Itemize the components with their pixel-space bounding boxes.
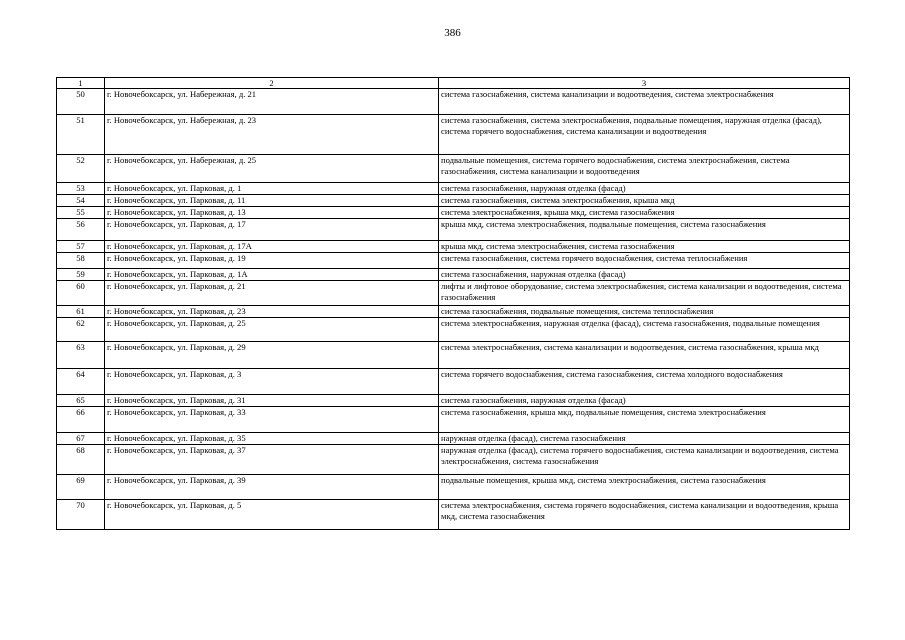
row-address: г. Новочебоксарск, ул. Парковая, д. 3	[105, 369, 439, 395]
table-row	[57, 195, 850, 207]
row-number: 62	[57, 318, 105, 342]
row-number: 54	[57, 195, 105, 207]
row-number: 52	[57, 155, 105, 183]
row-address: г. Новочебоксарск, ул. Набережная, д. 21	[105, 89, 439, 115]
row-address: г. Новочебоксарск, ул. Парковая, д. 17	[105, 219, 439, 241]
row-number: 60	[57, 281, 105, 306]
row-number: 61	[57, 306, 105, 318]
row-number: 64	[57, 369, 105, 395]
table-row	[57, 89, 850, 115]
row-number: 69	[57, 475, 105, 500]
row-systems: крыша мкд, система электроснабжения, система газоснабжения	[439, 241, 850, 253]
row-systems: наружная отделка (фасад), система газоснабжения	[439, 433, 850, 445]
row-number: 57	[57, 241, 105, 253]
row-systems: система газоснабжения, наружная отделка (фасад)	[439, 395, 850, 407]
header-col-1: 1	[57, 78, 105, 89]
table-row	[57, 433, 850, 445]
row-systems: система газоснабжения, наружная отделка (фасад)	[439, 183, 850, 195]
row-number: 51	[57, 115, 105, 155]
row-number: 65	[57, 395, 105, 407]
table-row	[57, 445, 850, 475]
row-number: 66	[57, 407, 105, 433]
row-systems: система газоснабжения, наружная отделка (фасад)	[439, 269, 850, 281]
header-col-3: 3	[439, 78, 850, 89]
row-address: г. Новочебоксарск, ул. Парковая, д. 31	[105, 395, 439, 407]
row-number: 68	[57, 445, 105, 475]
table-row	[57, 281, 850, 306]
table-row	[57, 269, 850, 281]
table-row	[57, 241, 850, 253]
row-number: 70	[57, 500, 105, 530]
table-row	[57, 183, 850, 195]
row-systems: система электроснабжения, система канализации и водоотведения, система газоснабжения, крыша мкд	[439, 342, 850, 369]
table-row	[57, 219, 850, 241]
row-address: г. Новочебоксарск, ул. Парковая, д. 11	[105, 195, 439, 207]
row-systems: система газоснабжения, система электроснабжения, крыша мкд	[439, 195, 850, 207]
row-systems: система газоснабжения, система канализации и водоотведения, система электроснабжения	[439, 89, 850, 115]
row-address: г. Новочебоксарск, ул. Парковая, д. 33	[105, 407, 439, 433]
table-row	[57, 318, 850, 342]
row-address: г. Новочебоксарск, ул. Парковая, д. 17А	[105, 241, 439, 253]
table-row	[57, 253, 850, 269]
row-address: г. Новочебоксарск, ул. Парковая, д. 23	[105, 306, 439, 318]
row-systems: система газоснабжения, система горячего водоснабжения, система теплоснабжения	[439, 253, 850, 269]
header-col-2: 2	[105, 78, 439, 89]
table-row	[57, 407, 850, 433]
table-row	[57, 115, 850, 155]
row-address: г. Новочебоксарск, ул. Парковая, д. 37	[105, 445, 439, 475]
table-row	[57, 207, 850, 219]
row-address: г. Новочебоксарск, ул. Парковая, д. 5	[105, 500, 439, 530]
row-systems: крыша мкд, система электроснабжения, подвальные помещения, система газоснабжения	[439, 219, 850, 241]
row-address: г. Новочебоксарск, ул. Парковая, д. 25	[105, 318, 439, 342]
row-address: г. Новочебоксарск, ул. Парковая, д. 29	[105, 342, 439, 369]
row-address: г. Новочебоксарск, ул. Парковая, д. 21	[105, 281, 439, 306]
row-systems: система горячего водоснабжения, система газоснабжения, система холодного водоснабжения	[439, 369, 850, 395]
row-address: г. Новочебоксарск, ул. Парковая, д. 35	[105, 433, 439, 445]
row-address: г. Новочебоксарск, ул. Парковая, д. 1А	[105, 269, 439, 281]
row-systems: лифты и лифтовое оборудование, система электроснабжения, система канализации и водоотведения, система газоснабжения	[439, 281, 850, 306]
row-systems: подвальные помещения, система горячего водоснабжения, система электроснабжения, система газоснабжения, система канализации и водоотведения	[439, 155, 850, 183]
row-address: г. Новочебоксарск, ул. Набережная, д. 25	[105, 155, 439, 183]
row-number: 67	[57, 433, 105, 445]
row-systems: наружная отделка (фасад), система горячего водоснабжения, система канализации и водоотведения, система электроснабжения, система газоснабжения	[439, 445, 850, 475]
row-address: г. Новочебоксарск, ул. Парковая, д. 39	[105, 475, 439, 500]
row-number: 56	[57, 219, 105, 241]
row-address: г. Новочебоксарск, ул. Набережная, д. 23	[105, 115, 439, 155]
row-systems: система электроснабжения, наружная отделка (фасад), система газоснабжения, подвальные помещения	[439, 318, 850, 342]
row-number: 55	[57, 207, 105, 219]
row-number: 59	[57, 269, 105, 281]
table-row	[57, 475, 850, 500]
row-address: г. Новочебоксарск, ул. Парковая, д. 1	[105, 183, 439, 195]
table-header-row	[57, 78, 850, 89]
table-row	[57, 155, 850, 183]
row-number: 63	[57, 342, 105, 369]
table-row	[57, 500, 850, 530]
table-row	[57, 342, 850, 369]
page-number: 386	[444, 27, 461, 39]
row-number: 50	[57, 89, 105, 115]
table-row	[57, 369, 850, 395]
row-number: 58	[57, 253, 105, 269]
row-address: г. Новочебоксарск, ул. Парковая, д. 13	[105, 207, 439, 219]
row-systems: система электроснабжения, система горячего водоснабжения, система канализации и водоотведения, крыша мкд, система газоснабжения	[439, 500, 850, 530]
row-systems: система электроснабжения, крыша мкд, система газоснабжения	[439, 207, 850, 219]
table-row	[57, 306, 850, 318]
row-systems: система газоснабжения, система электроснабжения, подвальные помещения, наружная отделка (фасад), система горячего водоснабжения, система канализации и водоотведения	[439, 115, 850, 155]
table-row	[57, 395, 850, 407]
row-number: 53	[57, 183, 105, 195]
row-address: г. Новочебоксарск, ул. Парковая, д. 19	[105, 253, 439, 269]
row-systems: система газоснабжения, крыша мкд, подвальные помещения, система электроснабжения	[439, 407, 850, 433]
buildings-table	[56, 77, 850, 530]
row-systems: система газоснабжения, подвальные помещения, система теплоснабжения	[439, 306, 850, 318]
row-systems: подвальные помещения, крыша мкд, система электроснабжения, система газоснабжения	[439, 475, 850, 500]
